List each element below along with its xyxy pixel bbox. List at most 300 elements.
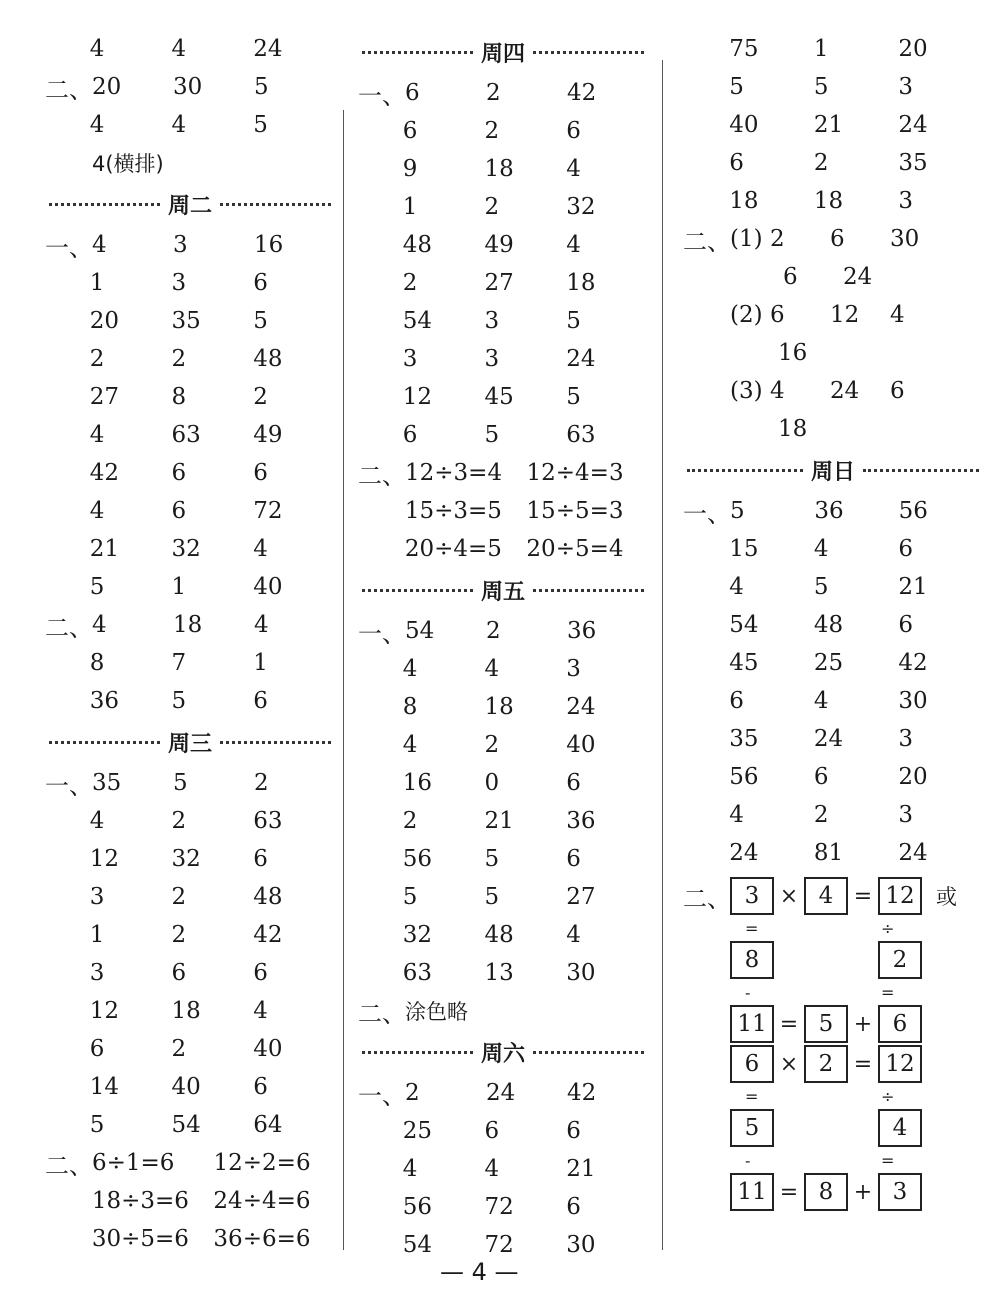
answer-value: 6 [813, 764, 829, 790]
answer-value: 3 [89, 960, 105, 986]
answer-value: 24 [729, 840, 759, 866]
equation-text: 20÷5=4 [526, 536, 624, 562]
row-prefix: 二、 [45, 75, 93, 104]
puzzle-link-row [683, 1084, 983, 1108]
answer-value: 4 [813, 536, 829, 562]
day2-answers [45, 226, 335, 720]
answer-row [358, 264, 648, 302]
answer-row [358, 74, 648, 112]
answer-value: 63 [171, 422, 201, 448]
note-text: 4(横排) [92, 152, 164, 176]
operator: × [779, 883, 799, 909]
answer-value: 3 [898, 188, 914, 214]
answer-value: 2 [171, 1036, 187, 1062]
day7-answers [683, 492, 983, 872]
section-heading-day3: 周三 [45, 720, 335, 764]
day3-answers [45, 764, 335, 1258]
puzzle-row-middle [683, 940, 983, 980]
equation-row [45, 1144, 335, 1182]
answer-value: 4 [171, 112, 187, 138]
answer-row [358, 340, 648, 378]
answer-row [683, 182, 983, 220]
answer-value: 42 [89, 460, 119, 486]
equation-row [358, 492, 648, 530]
row-prefix: 一、 [358, 81, 406, 110]
link-operator: ÷ [881, 918, 895, 938]
answer-value: 4 [89, 808, 105, 834]
answer-value: 6 [566, 846, 581, 872]
answer-value: 1 [813, 36, 829, 62]
answer-value: 4 [566, 232, 581, 258]
answer-value: 24 [898, 112, 928, 138]
answer-value: 42 [898, 650, 928, 676]
answer-value: 4 [484, 1156, 500, 1182]
answer-value: 12 [89, 846, 119, 872]
answer-value: 3 [566, 656, 581, 682]
answer-value: 5 [813, 74, 829, 100]
answer-value: 4 [402, 1156, 418, 1182]
answer-value: 2 [89, 346, 105, 372]
answer-value: 21 [484, 808, 514, 834]
answer-row [358, 150, 648, 188]
equation-row [45, 1220, 335, 1258]
answer-value: 24 [486, 1080, 516, 1106]
answer-value: 5 [730, 498, 745, 524]
number-box: 3 [730, 877, 774, 915]
answer-value: 4 [92, 612, 107, 638]
answer-value: 2 [813, 150, 829, 176]
link-operator: = [745, 918, 759, 938]
answer-value: 4 [566, 922, 581, 948]
answer-value: 27 [89, 384, 119, 410]
answer-row [45, 682, 335, 720]
answer-value: 24 [813, 726, 844, 752]
answer-row [683, 144, 983, 182]
answer-value: 5 [254, 74, 269, 100]
section-heading-day7: 周日 [683, 448, 983, 492]
answer-row [45, 1030, 335, 1068]
answer-value: 25 [813, 650, 844, 676]
answer-value: 54 [405, 618, 435, 644]
answer-value: 20 [898, 764, 928, 790]
answer-value: 2 [171, 922, 187, 948]
answer-value: 36 [566, 808, 596, 834]
day5-answers [358, 612, 648, 992]
operator: × [779, 1051, 799, 1077]
answer-value: 40 [729, 112, 759, 138]
answer-value: 20 [92, 74, 122, 100]
equation-row [358, 530, 648, 568]
operator: + [853, 1179, 873, 1205]
number-box: 4 [804, 877, 848, 915]
answer-value: 40 [171, 1074, 201, 1100]
answer-value: 6 [253, 846, 268, 872]
answer-value: 72 [484, 1194, 514, 1220]
equation-text: 24÷4=6 [213, 1188, 311, 1214]
sub3-row-a: (3) 4 24 6 [730, 378, 905, 404]
answer-value: 5 [173, 770, 188, 796]
answer-value: 5 [566, 308, 581, 334]
equation-text: 18÷3=6 [91, 1188, 189, 1214]
coloring-omitted-text: 涂色略 [405, 1000, 468, 1024]
answer-row [683, 606, 983, 644]
answer-value: 5 [484, 884, 500, 910]
answer-row [45, 302, 335, 340]
answer-value: 32 [402, 922, 432, 948]
answer-value: 6 [898, 612, 914, 638]
day6-continued-answers [683, 30, 983, 220]
answer-value: 15 [729, 536, 759, 562]
answer-row [45, 378, 335, 416]
answer-row [358, 302, 648, 340]
number-box: 8 [804, 1173, 848, 1211]
sub3-row-b: 18 [778, 416, 808, 442]
answer-value: 4 [402, 656, 418, 682]
answer-row [45, 878, 335, 916]
answer-value: 72 [484, 1232, 514, 1258]
answer-row [45, 1068, 335, 1106]
answer-row [45, 568, 335, 606]
answer-value: 18 [171, 998, 201, 1024]
answer-row [358, 764, 648, 802]
answer-value: 6 [253, 460, 268, 486]
puzzle-row-bottom [683, 1004, 983, 1044]
puzzle-link-row [683, 1148, 983, 1172]
answer-value: 4 [89, 422, 105, 448]
answer-row [45, 530, 335, 568]
answer-value: 27 [484, 270, 514, 296]
operator: = [853, 883, 873, 909]
answer-value: 1 [253, 650, 268, 676]
answer-row [45, 992, 335, 1030]
answer-value: 4 [89, 112, 105, 138]
section-heading-day2: 周二 [45, 182, 335, 226]
equation-text: 15÷5=3 [526, 498, 624, 524]
number-box: 6 [878, 1005, 922, 1043]
answer-value: 5 [253, 308, 268, 334]
answer-value: 18 [173, 612, 203, 638]
puzzle-row-top [683, 1044, 983, 1084]
number-box: 2 [878, 941, 922, 979]
answer-value: 18 [813, 188, 844, 214]
answer-row [683, 68, 983, 106]
answer-value: 1 [89, 270, 105, 296]
answer-row [45, 1106, 335, 1144]
answer-value: 6 [171, 960, 187, 986]
answer-value: 56 [402, 1194, 432, 1220]
answer-value: 14 [89, 1074, 119, 1100]
answer-value: 5 [566, 384, 581, 410]
equation-text: 30÷5=6 [91, 1226, 189, 1252]
answer-value: 27 [566, 884, 596, 910]
link-operator: = [881, 982, 895, 1002]
answer-column-3 [683, 30, 983, 1212]
row-prefix: 二、 [45, 613, 93, 642]
intro-block [45, 30, 335, 144]
answer-value: 40 [253, 1036, 283, 1062]
answer-value: 6 [253, 688, 268, 714]
answer-value: 40 [566, 732, 596, 758]
answer-row [45, 454, 335, 492]
answer-row [45, 416, 335, 454]
answer-row [45, 954, 335, 992]
answer-value: 2 [486, 618, 501, 644]
answer-value: 4 [729, 802, 744, 828]
answer-value: 4 [89, 498, 105, 524]
answer-value: 63 [253, 808, 283, 834]
answer-value: 3 [173, 232, 188, 258]
answer-value: 2 [486, 80, 501, 106]
answer-value: 24 [253, 36, 283, 62]
answer-value: 40 [253, 574, 283, 600]
answer-value: 6 [253, 1074, 268, 1100]
answer-value: 6 [484, 1118, 500, 1144]
answer-row [358, 650, 648, 688]
answer-value: 36 [567, 618, 597, 644]
answer-value: 2 [253, 384, 268, 410]
answer-value: 4 [92, 232, 107, 258]
answer-value: 6 [566, 1118, 581, 1144]
number-box: 5 [804, 1005, 848, 1043]
answer-value: 5 [729, 74, 744, 100]
answer-value: 49 [253, 422, 283, 448]
equation-text: 36÷6=6 [213, 1226, 311, 1252]
answer-row [683, 492, 983, 530]
answer-value: 21 [89, 536, 119, 562]
answer-value: 21 [566, 1156, 596, 1182]
puzzle-link-row [683, 980, 983, 1004]
answer-value: 35 [171, 308, 201, 334]
answer-row [45, 492, 335, 530]
answer-value: 5 [89, 1112, 105, 1138]
answer-value: 30 [173, 74, 203, 100]
answer-value: 25 [402, 1118, 432, 1144]
answer-value: 75 [729, 36, 759, 62]
equation-text: 12÷3=4 [405, 460, 503, 486]
answer-value: 42 [567, 80, 597, 106]
answer-row [358, 878, 648, 916]
answer-value: 32 [171, 846, 201, 872]
answer-row [683, 682, 983, 720]
sub2-row-a: (2) 6 12 4 [730, 302, 905, 328]
answer-value: 2 [171, 808, 187, 834]
answer-value: 13 [484, 960, 514, 986]
answer-value: 35 [729, 726, 759, 752]
answer-value: 48 [253, 884, 283, 910]
equation-text: 6÷1=6 [92, 1150, 175, 1176]
answer-row [683, 758, 983, 796]
sub2-row-b: 16 [778, 340, 808, 366]
section-heading-day5: 周五 [358, 568, 648, 612]
answer-value: 24 [898, 840, 928, 866]
answer-value: 4 [89, 36, 105, 62]
puzzle-link-row [683, 916, 983, 940]
answer-value: 36 [89, 688, 119, 714]
answer-value: 18 [729, 188, 759, 214]
answer-value: 42 [253, 922, 283, 948]
answer-row [358, 378, 648, 416]
answer-value: 6 [898, 536, 914, 562]
row-prefix: 二、 [683, 884, 731, 913]
link-operator: - [745, 1150, 751, 1170]
answer-value: 54 [171, 1112, 201, 1138]
or-text: 或 [936, 885, 957, 909]
column-divider-left [343, 110, 344, 1250]
note-row [45, 144, 335, 182]
equation-text: 12÷4=3 [526, 460, 624, 486]
answer-value: 72 [253, 498, 283, 524]
answer-value: 6 [405, 80, 420, 106]
answer-value: 2 [405, 1080, 420, 1106]
answer-row [45, 340, 335, 378]
answer-value: 48 [484, 922, 514, 948]
answer-value: 4 [253, 536, 268, 562]
answer-value: 21 [898, 574, 928, 600]
answer-value: 8 [402, 694, 418, 720]
puzzle-row-bottom [683, 1172, 983, 1212]
answer-value: 45 [729, 650, 759, 676]
number-box: 3 [878, 1173, 922, 1211]
row-prefix: 二、 [358, 461, 406, 490]
row-prefix: 一、 [45, 771, 93, 800]
answer-value: 6 [566, 1194, 581, 1220]
link-operator: = [745, 1086, 759, 1106]
answer-value: 30 [898, 688, 928, 714]
number-box: 11 [730, 1005, 774, 1043]
row-prefix: 一、 [45, 233, 93, 262]
answer-value: 2 [402, 270, 418, 296]
answer-value: 35 [898, 150, 928, 176]
number-box-puzzles [683, 876, 983, 1212]
answer-row [358, 840, 648, 878]
answer-value: 4 [253, 998, 268, 1024]
answer-value: 12 [402, 384, 432, 410]
answer-row [358, 688, 648, 726]
answer-value: 63 [566, 422, 596, 448]
answer-value: 56 [402, 846, 432, 872]
answer-value: 12 [89, 998, 119, 1024]
answer-row [358, 1150, 648, 1188]
answer-value: 2 [813, 802, 829, 828]
column-divider-right [662, 60, 663, 1250]
row-prefix: 一、 [683, 499, 731, 528]
answer-value: 4 [254, 612, 269, 638]
answer-value: 48 [253, 346, 283, 372]
link-operator: - [745, 982, 751, 1002]
answer-value: 2 [254, 770, 269, 796]
equation-row [358, 454, 648, 492]
answer-value: 3 [171, 270, 187, 296]
answer-row [45, 916, 335, 954]
answer-column-1 [45, 30, 335, 1258]
number-box: 2 [804, 1045, 848, 1083]
answer-value: 2 [171, 884, 187, 910]
number-box: 11 [730, 1173, 774, 1211]
answer-value: 6 [566, 770, 581, 796]
number-box: 12 [878, 1045, 922, 1083]
day6-answers [358, 1074, 648, 1264]
number-box: 5 [730, 1109, 774, 1147]
puzzle-row-top [683, 876, 983, 916]
answer-row [45, 226, 335, 264]
number-box: 8 [730, 941, 774, 979]
answer-row [45, 764, 335, 802]
answer-row [45, 840, 335, 878]
answer-value: 18 [484, 694, 514, 720]
answer-value: 1 [89, 922, 105, 948]
answer-value: 5 [89, 574, 105, 600]
answer-row [358, 188, 648, 226]
answer-row [358, 802, 648, 840]
answer-value: 24 [566, 694, 596, 720]
answer-value: 2 [484, 194, 500, 220]
answer-value: 7 [171, 650, 187, 676]
answer-column-2 [358, 30, 648, 1264]
answer-value: 3 [898, 74, 914, 100]
answer-value: 5 [171, 688, 187, 714]
sub1-row-a: 二、 (1) 2 6 30 [683, 226, 920, 256]
answer-row [45, 606, 335, 644]
answer-value: 5 [253, 112, 268, 138]
answer-row [45, 106, 335, 144]
answer-value: 16 [402, 770, 432, 796]
answer-value: 2 [402, 808, 418, 834]
answer-value: 5 [484, 846, 500, 872]
answer-value: 20 [89, 308, 119, 334]
answer-value: 4 [729, 574, 744, 600]
answer-value: 5 [484, 422, 500, 448]
answer-value: 36 [814, 498, 844, 524]
answer-value: 4 [402, 732, 418, 758]
answer-row [683, 568, 983, 606]
answer-value: 6 [171, 460, 187, 486]
answer-value: 81 [813, 840, 844, 866]
answer-value: 6 [89, 1036, 105, 1062]
answer-row [683, 106, 983, 144]
answer-value: 64 [253, 1112, 283, 1138]
answer-value: 32 [171, 536, 201, 562]
equation-text: 15÷3=5 [404, 498, 502, 524]
answer-value: 6 [566, 118, 581, 144]
answer-value: 3 [89, 884, 105, 910]
answer-value: 8 [89, 650, 105, 676]
sub1-row-b: 6 24 [783, 264, 873, 290]
equation-row [45, 1182, 335, 1220]
answer-value: 32 [566, 194, 596, 220]
answer-value: 3 [484, 308, 500, 334]
answer-value: 18 [566, 270, 596, 296]
answer-value: 30 [566, 960, 596, 986]
answer-value: 0 [484, 770, 500, 796]
answer-value: 1 [171, 574, 187, 600]
puzzle-row-middle [683, 1108, 983, 1148]
answer-row [358, 1112, 648, 1150]
operator: = [779, 1179, 799, 1205]
answer-value: 21 [813, 112, 844, 138]
equation-text: 12÷2=6 [213, 1150, 311, 1176]
answer-row [45, 802, 335, 840]
answer-value: 24 [566, 346, 596, 372]
answer-row [683, 644, 983, 682]
answer-row [45, 68, 335, 106]
number-box: 4 [878, 1109, 922, 1147]
answer-value: 16 [254, 232, 284, 258]
answer-value: 4 [171, 36, 187, 62]
answer-value: 6 [171, 498, 187, 524]
answer-value: 35 [92, 770, 122, 796]
answer-value: 3 [402, 346, 418, 372]
answer-value: 2 [484, 732, 500, 758]
